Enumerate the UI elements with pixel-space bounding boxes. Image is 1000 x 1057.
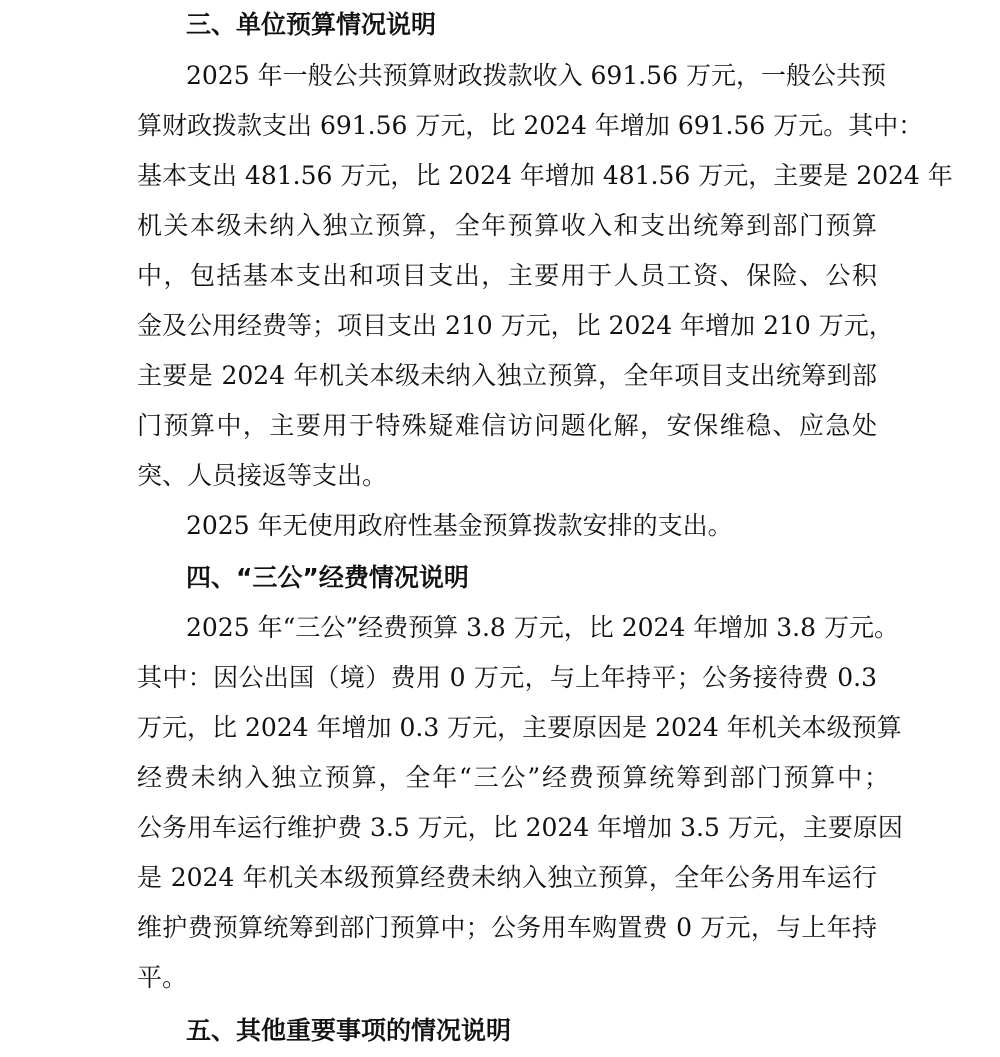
paragraph-line: 突、人员接返等支出。	[137, 461, 388, 490]
paragraph-line: 主要是 2024 年机关本级未纳入独立预算，全年项目支出统筹到部	[137, 361, 877, 390]
section-heading-budget: 三、单位预算情况说明	[186, 10, 437, 39]
section-heading-other-matters: 五、其他重要事项的情况说明	[186, 1016, 512, 1045]
paragraph-line: 2025 年“三公”经费预算 3.8 万元，比 2024 年增加 3.8 万元。	[186, 613, 899, 642]
paragraph-line: 2025 年一般公共预算财政拨款收入 691.56 万元，一般公共预	[186, 61, 886, 90]
paragraph-line: 经费未纳入独立预算，全年“三公”经费预算统筹到部门预算中；	[137, 763, 889, 792]
paragraph-line: 机关本级未纳入独立预算，全年预算收入和支出统筹到部门预算	[137, 211, 877, 240]
paragraph-line: 门预算中，主要用于特殊疑难信访问题化解，安保维稳、应急处	[137, 411, 877, 440]
paragraph-line: 2025 年无使用政府性基金预算拨款安排的支出。	[186, 511, 733, 540]
paragraph-line: 维护费预算统筹到部门预算中；公务用车购置费 0 万元，与上年持	[137, 913, 877, 942]
paragraph-line: 平。	[137, 963, 188, 992]
paragraph-line: 是 2024 年机关本级预算经费未纳入独立预算，全年公务用车运行	[137, 863, 877, 892]
paragraph-line: 算财政拨款支出 691.56 万元，比 2024 年增加 691.56 万元。其中：	[137, 111, 924, 140]
paragraph-line: 中，包括基本支出和项目支出，主要用于人员工资、保险、公积	[137, 261, 877, 290]
paragraph-line: 其中：因公出国（境）费用 0 万元，与上年持平；公务接待费 0.3	[137, 663, 877, 692]
paragraph-line: 金及公用经费等；项目支出 210 万元，比 2024 年增加 210 万元，	[137, 311, 894, 340]
section-heading-three-public: 四、“三公”经费情况说明	[186, 563, 469, 592]
paragraph-line: 万元，比 2024 年增加 0.3 万元，主要原因是 2024 年机关本级预算	[137, 713, 902, 742]
paragraph-line: 公务用车运行维护费 3.5 万元，比 2024 年增加 3.5 万元，主要原因	[137, 813, 903, 842]
paragraph-line: 基本支出 481.56 万元，比 2024 年增加 481.56 万元，主要是 2024 年	[137, 161, 953, 190]
